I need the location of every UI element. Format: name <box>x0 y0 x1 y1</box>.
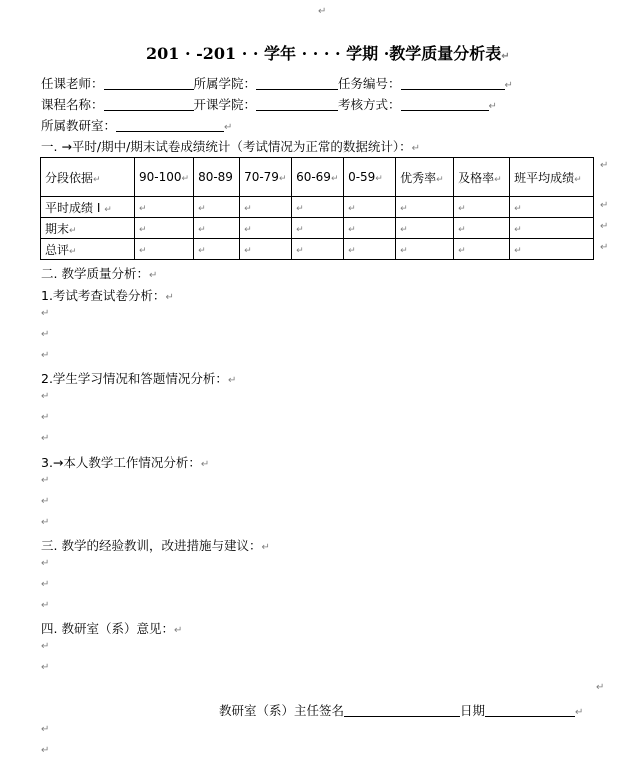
paragraph-mark: ↵ <box>600 221 609 232</box>
table-row <box>41 197 594 218</box>
signature-line <box>219 701 583 719</box>
table-cell[interactable]: ↵ <box>396 218 454 239</box>
paragraph-mark: ↵ <box>596 682 605 693</box>
teacher-field[interactable] <box>104 76 194 90</box>
table-cell[interactable]: ↵ <box>396 197 454 218</box>
signature-label: 教研室（系）主任签名 <box>219 703 345 718</box>
section-4-heading <box>41 619 182 637</box>
info-row-course <box>41 95 497 113</box>
section-1-heading-text: 一. →平时/期中/期末试卷成绩统计（考试情况为正常的数据统计）： <box>41 139 412 154</box>
paragraph-mark: ↵ <box>224 122 233 133</box>
table-cell[interactable]: ↵ <box>194 239 240 260</box>
paragraph-mark: ↵ <box>165 292 174 303</box>
college-label: 所属学院： <box>193 76 257 91</box>
section-4-heading-text: 四. 教研室（系）意见： <box>41 621 174 636</box>
table-cell[interactable]: ↵ <box>510 197 594 218</box>
subsection-exam-analysis <box>41 286 174 304</box>
table-cell[interactable]: ↵ <box>344 218 396 239</box>
paragraph-mark: ↵ <box>41 558 50 569</box>
paragraph-mark: ↵ <box>227 375 237 386</box>
subsection-student-analysis <box>41 369 236 387</box>
offering-college-field[interactable] <box>256 97 338 111</box>
paragraph-mark: ↵ <box>41 641 50 652</box>
score-statistics-table <box>40 157 594 260</box>
table-header-cell: 分段依据↵ <box>41 158 135 197</box>
document-title <box>146 41 510 64</box>
subsection-teaching-analysis <box>41 453 209 471</box>
paragraph-mark: ↵ <box>501 51 510 62</box>
section-2-heading <box>41 264 157 282</box>
paragraph-mark: ↵ <box>318 6 327 17</box>
table-header-cell: 0-59↵ <box>344 158 396 197</box>
table-header-cell: 60-69↵ <box>292 158 344 197</box>
signature-field[interactable] <box>344 703 460 717</box>
section-3-heading <box>41 536 270 554</box>
paragraph-mark: ↵ <box>41 662 50 673</box>
paragraph-mark: ↵ <box>41 475 50 486</box>
table-cell[interactable]: ↵ <box>510 218 594 239</box>
paragraph-mark: ↵ <box>488 101 497 112</box>
table-header-cell: 90-100↵ <box>135 158 194 197</box>
course-name-field[interactable] <box>104 97 194 111</box>
table-header-cell: 班平均成绩↵ <box>510 158 594 197</box>
subsection-exam-analysis-text: 1.考试考查试卷分析： <box>41 288 166 303</box>
paragraph-mark: ↵ <box>261 542 270 553</box>
subsection-student-analysis-text: 2.学生学习情况和答题情况分析： <box>41 371 228 386</box>
table-cell[interactable]: ↵ <box>135 218 194 239</box>
paragraph-mark: ↵ <box>504 80 513 91</box>
info-row-teacher <box>41 74 513 92</box>
table-cell[interactable]: ↵ <box>344 197 396 218</box>
department-field[interactable] <box>116 118 224 132</box>
row-label: 平时成绩 I ↵ <box>41 197 135 218</box>
task-number-field[interactable] <box>401 76 505 90</box>
paragraph-mark: ↵ <box>575 707 584 718</box>
table-cell[interactable]: ↵ <box>454 239 510 260</box>
row-label: 期末↵ <box>41 218 135 239</box>
table-cell[interactable]: ↵ <box>240 239 292 260</box>
section-1-heading <box>41 137 420 155</box>
date-label: 日期 <box>460 703 486 718</box>
paragraph-mark: ↵ <box>600 242 609 253</box>
row-label: 总评↵ <box>41 239 135 260</box>
teacher-label: 任课老师： <box>41 76 104 91</box>
paragraph-mark: ↵ <box>41 350 50 361</box>
table-header-row <box>41 158 594 197</box>
subsection-teaching-analysis-text: 3.→本人教学工作情况分析： <box>41 455 201 470</box>
table-cell[interactable]: ↵ <box>510 239 594 260</box>
table-cell[interactable]: ↵ <box>344 239 396 260</box>
table-cell[interactable]: ↵ <box>135 239 194 260</box>
paragraph-mark: ↵ <box>600 160 609 171</box>
paragraph-mark: ↵ <box>41 391 50 402</box>
paragraph-mark: ↵ <box>41 600 50 611</box>
table-cell[interactable]: ↵ <box>454 218 510 239</box>
department-label: 所属教研室： <box>41 118 117 133</box>
paragraph-mark: ↵ <box>41 433 50 444</box>
paragraph-mark: ↵ <box>41 496 50 507</box>
table-header-cell: 70-79↵ <box>240 158 292 197</box>
table-cell[interactable]: ↵ <box>292 218 344 239</box>
table-cell[interactable]: ↵ <box>396 239 454 260</box>
paragraph-mark: ↵ <box>600 200 609 211</box>
paragraph-mark: ↵ <box>41 579 50 590</box>
date-field[interactable] <box>485 703 575 717</box>
table-cell[interactable]: ↵ <box>135 197 194 218</box>
table-cell[interactable]: ↵ <box>454 197 510 218</box>
paragraph-mark: ↵ <box>41 745 50 756</box>
table-cell[interactable]: ↵ <box>240 218 292 239</box>
table-row <box>41 218 594 239</box>
course-name-label: 课程名称： <box>41 97 104 112</box>
exam-method-field[interactable] <box>401 97 489 111</box>
table-header-cell: 80-89 <box>194 158 240 197</box>
paragraph-mark: ↵ <box>411 143 420 154</box>
table-cell[interactable]: ↵ <box>194 197 240 218</box>
section-3-heading-text: 三. 教学的经验教训，改进措施与建议： <box>41 538 262 553</box>
paragraph-mark: ↵ <box>200 459 210 470</box>
table-header-cell: 及格率↵ <box>454 158 510 197</box>
table-header-cell: 优秀率↵ <box>396 158 454 197</box>
table-cell[interactable]: ↵ <box>240 197 292 218</box>
task-number-label: 任务编号： <box>338 76 401 91</box>
paragraph-mark: ↵ <box>41 308 50 319</box>
table-row <box>41 239 594 260</box>
paragraph-mark: ↵ <box>41 412 50 423</box>
title-text: 201 · -201 · · 学年 · · · · 学期 ·教学质量分析表 <box>146 44 502 63</box>
paragraph-mark: ↵ <box>41 517 50 528</box>
paragraph-mark: ↵ <box>173 625 183 636</box>
offering-college-label: 开课学院： <box>193 97 257 112</box>
info-row-department <box>41 116 232 134</box>
section-2-heading-text: 二. 教学质量分析： <box>41 266 149 281</box>
paragraph-mark: ↵ <box>41 329 50 340</box>
table-cell[interactable]: ↵ <box>292 239 344 260</box>
paragraph-mark: ↵ <box>148 270 158 281</box>
table-cell[interactable]: ↵ <box>292 197 344 218</box>
table-cell[interactable]: ↵ <box>194 218 240 239</box>
exam-method-label: 考核方式： <box>338 97 401 112</box>
paragraph-mark: ↵ <box>41 724 50 735</box>
college-field[interactable] <box>256 76 338 90</box>
